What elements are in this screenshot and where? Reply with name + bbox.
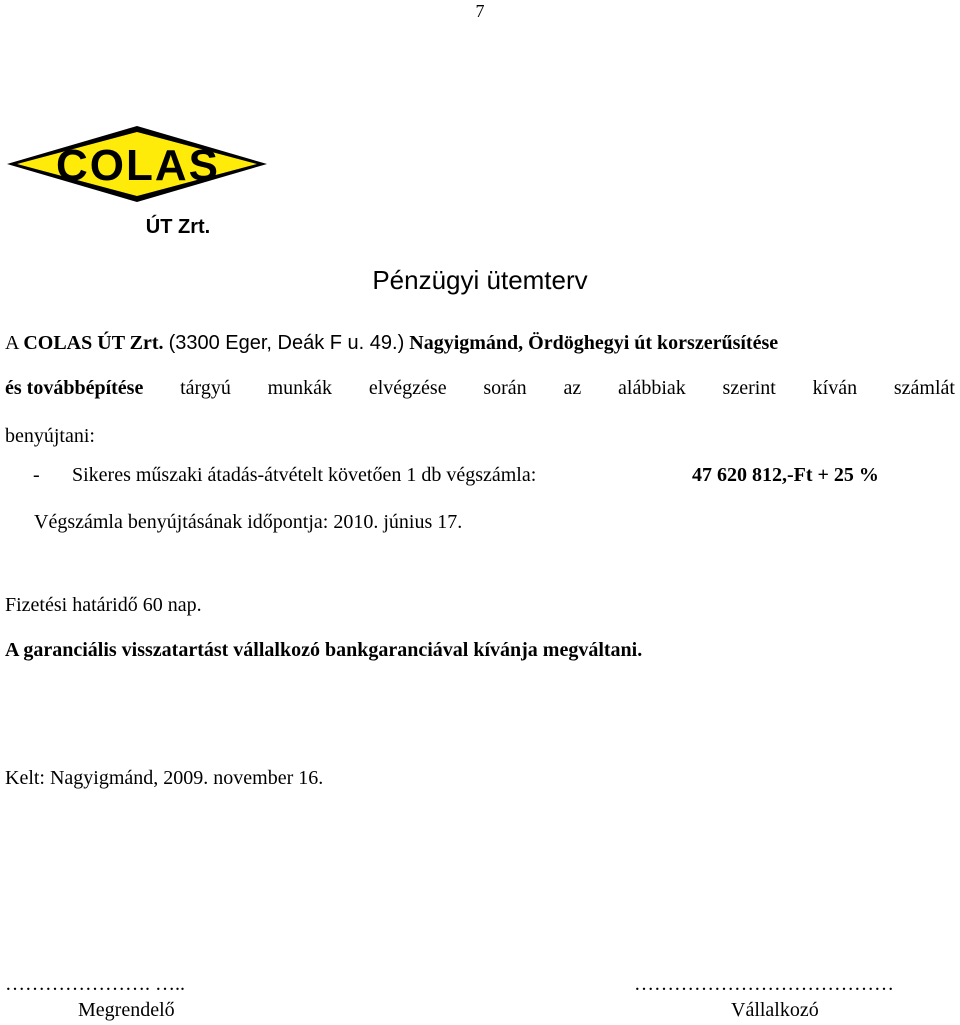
logo-brand-text: COLAS [56, 141, 220, 190]
intro-word: munkák [267, 377, 333, 399]
signature-line-left: …………………. ….. [5, 973, 185, 995]
intro-word: során [483, 377, 527, 399]
item-amount: 47 620 812,-Ft + 25 % [692, 464, 879, 486]
intro-company: COLAS ÚT Zrt. [23, 332, 164, 354]
intro-line-3: benyújtani: [5, 425, 95, 447]
guarantee-statement: A garanciális visszatartást vállalkozó bankgaranciával kívánja megváltani. [5, 639, 643, 661]
signature-label-client: Megrendelő [78, 999, 175, 1021]
intro-line-1 [5, 331, 955, 355]
intro-word: alábbiak [618, 377, 686, 399]
place-and-date: Kelt: Nagyigmánd, 2009. november 16. [5, 767, 324, 789]
signature-label-contractor: Vállalkozó [731, 999, 819, 1021]
intro-line-2 [5, 376, 955, 400]
intro-word: az [563, 377, 582, 399]
page-number: 7 [475, 1, 485, 21]
intro-word: tárgyú [180, 377, 231, 399]
document-title: Pénzügyi ütemterv [372, 265, 588, 295]
intro-word: kíván [812, 377, 858, 399]
list-bullet-dash: - [33, 464, 40, 486]
invoice-deadline: Végszámla benyújtásának időpontja: 2010. június 17. [34, 511, 463, 533]
intro-address: (3300 Eger, Deák F u. 49.) [168, 332, 405, 354]
item-description: Sikeres műszaki átadás-átvételt követően 1 db végszámla: [72, 464, 537, 486]
intro-word: elvégzése [368, 377, 447, 399]
intro-project-cont: és továbbépítése [5, 377, 144, 399]
colas-logo [4, 124, 270, 236]
payment-term: Fizetési határidő 60 nap. [5, 594, 202, 616]
intro-prefix: A [5, 332, 19, 354]
intro-word: szerint [722, 377, 776, 399]
intro-word: számlát [893, 377, 955, 399]
signature-line-right: ………………………………… [634, 973, 894, 995]
intro-project: Nagyigmánd, Ördöghegyi út korszerűsítése [409, 332, 779, 354]
logo-subtitle-text: ÚT Zrt. [145, 216, 211, 236]
